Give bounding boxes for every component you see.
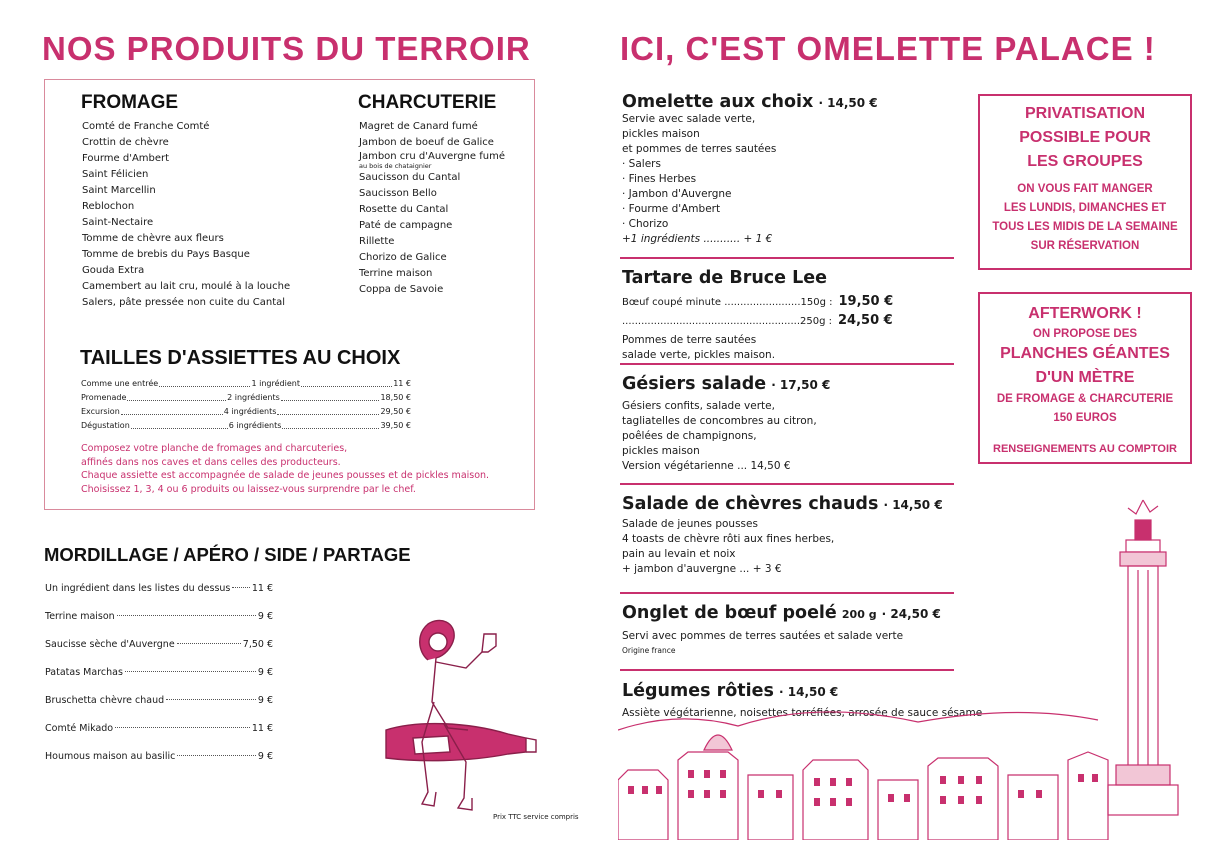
menu-row (45, 575, 273, 603)
list-item: Saucisson du Cantal (359, 172, 461, 183)
row-price: 18,50 € (380, 393, 412, 402)
dot-leader (127, 391, 226, 401)
list-item: Reblochon (82, 201, 135, 212)
note-line: Chaque assiette est accompagnée de salade de jeunes pousses et de pickles maison. (81, 470, 490, 481)
desc-line: et pommes de terres sautées (622, 143, 777, 155)
list-item: Fourme d'Ambert (82, 153, 170, 164)
row-name: Promenade (81, 393, 127, 402)
list-item: Rillette (359, 236, 395, 247)
desc-line: · Salers (622, 158, 661, 170)
desc-line: Salade de jeunes pousses (622, 518, 758, 530)
item-price: 9 € (257, 611, 273, 622)
afterwork-line: D'UN MÈTRE (1035, 369, 1135, 386)
list-item: Camembert au lait cru, moulé à la louche (82, 281, 291, 292)
desc-line: pain au levain et noix (622, 548, 736, 560)
list-item: Terrine maison (359, 268, 433, 279)
desc-line: · Fourme d'Ambert (622, 203, 721, 215)
list-item: Salers, pâte pressée non cuite du Cantal (82, 297, 286, 308)
dish-price: · 17,50 € (771, 378, 831, 392)
separator (620, 363, 954, 365)
left-title: NOS PRODUITS DU TERROIR (42, 30, 531, 67)
desc-line: salade verte, pickles maison. (622, 349, 776, 361)
list-item: Rosette du Cantal (359, 204, 449, 215)
list-item: Coppa de Savoie (359, 284, 444, 295)
dish-price: · 24,50 € (881, 607, 941, 621)
afterwork-line: DE FROMAGE & CHARCUTERIE (996, 393, 1174, 405)
afterwork-sub: ON PROPOSE DES (1032, 328, 1138, 340)
item-name: Terrine maison (45, 611, 115, 622)
dot-leader (177, 755, 256, 756)
afterwork-details (980, 390, 1190, 428)
dish-price: · 14,50 € (818, 96, 878, 110)
dish-description: Assiète végétarienne, noisettes torréfiées, arrosée de sauce sésame (622, 707, 983, 719)
afterwork-planches (980, 342, 1190, 390)
privat-line: LES GROUPES (1027, 153, 1143, 170)
desc-line: +1 ingrédients ........... + 1 € (622, 233, 773, 245)
list-item: Tomme de chèvre aux fleurs (82, 233, 224, 244)
privat-line: ON VOUS FAIT MANGER (1017, 183, 1153, 195)
afterwork-line: 150 EUROS (1053, 412, 1117, 424)
table-row (81, 377, 411, 391)
list-item: Saint Marcellin (82, 185, 156, 196)
menu-row (45, 715, 273, 743)
tartare-prices (622, 290, 954, 328)
privat-line: TOUS LES MIDIS DE LA SEMAINE (992, 221, 1178, 233)
mordillage-list (45, 575, 273, 771)
price-value: 19,50 € (838, 294, 894, 309)
dot-leader (177, 643, 241, 644)
item-price: 9 € (257, 751, 273, 762)
row-qty: 4 ingrédients (223, 407, 277, 416)
dish-omelette (622, 92, 954, 247)
desc-line: + jambon d'auvergne ... + 3 € (622, 563, 782, 575)
mordillage-heading: MORDILLAGE / APÉRO / SIDE / PARTAGE (44, 544, 411, 565)
privat-line: LES LUNDIS, DIMANCHES ET (1003, 202, 1167, 214)
desc-line: Servie avec salade verte, (622, 113, 756, 125)
note-line: Choisissez 1, 3, 4 ou 6 produits ou laissez-vous surprendre par le chef. (81, 483, 416, 495)
row-price: 11 € (393, 379, 412, 388)
tailles-note (81, 442, 489, 496)
desc-line: tagliatelles de concombres au citron, (622, 415, 817, 427)
item-name: Saucisse sèche d'Auvergne (45, 639, 175, 650)
dish-price: · 14,50 € (779, 685, 839, 699)
dish-name: Légumes rôties (622, 681, 774, 701)
table-row (81, 391, 411, 405)
afterwork-title: AFTERWORK ! (1028, 305, 1142, 322)
right-title: ICI, C'EST OMELETTE PALACE ! (620, 30, 1156, 67)
list-item: Paté de campagne (359, 220, 453, 231)
separator (620, 257, 954, 259)
row-name: Dégustation (81, 421, 130, 430)
list-item: Saucisson Bello (359, 188, 437, 199)
item-price: 7,50 € (242, 639, 273, 650)
dot-leader (281, 391, 380, 401)
price-value: 24,50 € (838, 313, 893, 328)
separator (620, 483, 954, 485)
row-name: Comme une entrée (81, 379, 159, 388)
charcuterie-list (359, 119, 529, 298)
desc-line: Version végétarienne ... 14,50 € (622, 460, 791, 472)
item-price: 11 € (251, 723, 273, 734)
item-name: Bruschetta chèvre chaud (45, 695, 165, 706)
dot-leader (232, 587, 249, 588)
list-item: Jambon de boeuf de Galice (359, 137, 494, 148)
menu-row (45, 687, 273, 715)
item-name: Comté Mikado (45, 723, 114, 734)
list-item: Crottin de chèvre (82, 137, 169, 148)
list-item: Comté de Franche Comté (82, 121, 210, 132)
desc-line: pickles maison (622, 128, 700, 140)
row-price: 39,50 € (380, 421, 412, 430)
fromage-list (82, 119, 290, 311)
dish-name: Omelette aux choix (622, 92, 814, 112)
desc-line: pickles maison (622, 445, 700, 457)
dot-leader (121, 405, 223, 415)
list-item: Chorizo de Galice (359, 252, 447, 263)
dish-tartare (622, 268, 954, 363)
dish-name: Gésiers salade (622, 374, 767, 394)
row-qty: 6 ingrédients (228, 421, 282, 430)
afterwork-box (978, 292, 1192, 464)
note-line: affinés dans nos caves et dans celles des producteurs. (81, 456, 341, 468)
desc-line: Gésiers confits, salade verte, (622, 400, 775, 412)
dot-leader (301, 377, 392, 387)
item-price: 9 € (257, 695, 273, 706)
dish-gesiers (622, 374, 954, 474)
list-item-note: au bois de chataignier (359, 162, 432, 170)
list-item: Tomme de brebis du Pays Basque (82, 249, 250, 260)
dish-price: · 14,50 € (883, 498, 943, 512)
row-qty: 1 ingrédient (251, 379, 300, 388)
item-name: Houmous maison au basilic (45, 751, 176, 762)
prix-note: Prix TTC service compris (493, 813, 579, 821)
row-qty: 2 ingrédients (227, 393, 280, 402)
item-price: 9 € (257, 667, 273, 678)
privatisation-text (980, 180, 1190, 256)
menu-row (45, 603, 273, 631)
fromage-heading: FROMAGE (81, 92, 179, 113)
item-price: 11 € (251, 583, 273, 594)
charcuterie-heading: CHARCUTERIE (358, 92, 497, 113)
dot-leader (131, 419, 228, 429)
dish-description (622, 333, 954, 363)
afterwork-line: PLANCHES GÉANTES (1000, 345, 1170, 362)
price-row (622, 290, 954, 309)
tailles-heading: TAILLES D'ASSIETTES AU CHOIX (80, 347, 401, 369)
price-row (622, 309, 954, 328)
desc-line: Pommes de terre sautées (622, 334, 757, 346)
table-row (81, 419, 411, 433)
list-item: Magret de Canard fumé (359, 121, 478, 132)
desc-line: poêlées de champignons, (622, 430, 757, 442)
menu-row (45, 659, 273, 687)
table-row (81, 405, 411, 419)
privatisation-title (980, 102, 1190, 174)
menu-row (45, 631, 273, 659)
dish-description (622, 399, 954, 474)
note-line: Composez votre planche de fromages and charcuteries, (81, 443, 348, 454)
list-item: Jambon cru d'Auvergne fumé (359, 151, 505, 162)
desc-line: · Chorizo (622, 218, 669, 230)
desc-line: · Fines Herbes (622, 173, 697, 185)
desc-line: 4 toasts de chèvre rôti aux fines herbes, (622, 533, 835, 545)
menu-row (45, 743, 273, 771)
price-label: ........................................................250g : (622, 316, 832, 327)
dish-name: Onglet de bœuf poelé (622, 603, 837, 623)
price-label: Bœuf coupé minute ........................150g : (622, 297, 833, 308)
row-price: 29,50 € (380, 407, 412, 416)
dish-description (622, 112, 954, 247)
dot-leader (117, 615, 256, 616)
privat-line: SUR RÉSERVATION (1030, 240, 1140, 252)
dot-leader (115, 727, 250, 728)
dot-leader (125, 671, 256, 672)
dish-origin: Origine france (622, 646, 676, 655)
dot-leader (277, 405, 379, 415)
list-item: Saint-Nectaire (82, 217, 154, 228)
girl-on-bottle-illustration (378, 612, 538, 820)
row-name: Excursion (81, 407, 120, 416)
dish-description: Servi avec pommes de terres sautées et salade verte (622, 630, 904, 642)
list-item: Saint Félicien (82, 169, 149, 180)
dot-leader (282, 419, 379, 429)
desc-line: · Jambon d'Auvergne (622, 188, 732, 200)
dot-leader (166, 699, 256, 700)
list-item: Gouda Extra (82, 265, 145, 276)
item-name: Un ingrédient dans les listes du dessus (45, 583, 231, 594)
dish-name: Salade de chèvres chauds (622, 494, 879, 514)
privat-line: POSSIBLE POUR (1019, 129, 1151, 146)
paris-cityscape-illustration (618, 490, 1208, 840)
dot-leader (159, 377, 250, 387)
dish-weight: 200 g (841, 608, 877, 621)
privatisation-box (978, 94, 1192, 270)
item-name: Patatas Marchas (45, 667, 123, 678)
afterwork-info: RENSEIGNEMENTS AU COMPTOIR (993, 443, 1177, 455)
privat-line: PRIVATISATION (1025, 105, 1145, 122)
dish-name: Tartare de Bruce Lee (622, 268, 828, 288)
tailles-table (81, 377, 411, 433)
